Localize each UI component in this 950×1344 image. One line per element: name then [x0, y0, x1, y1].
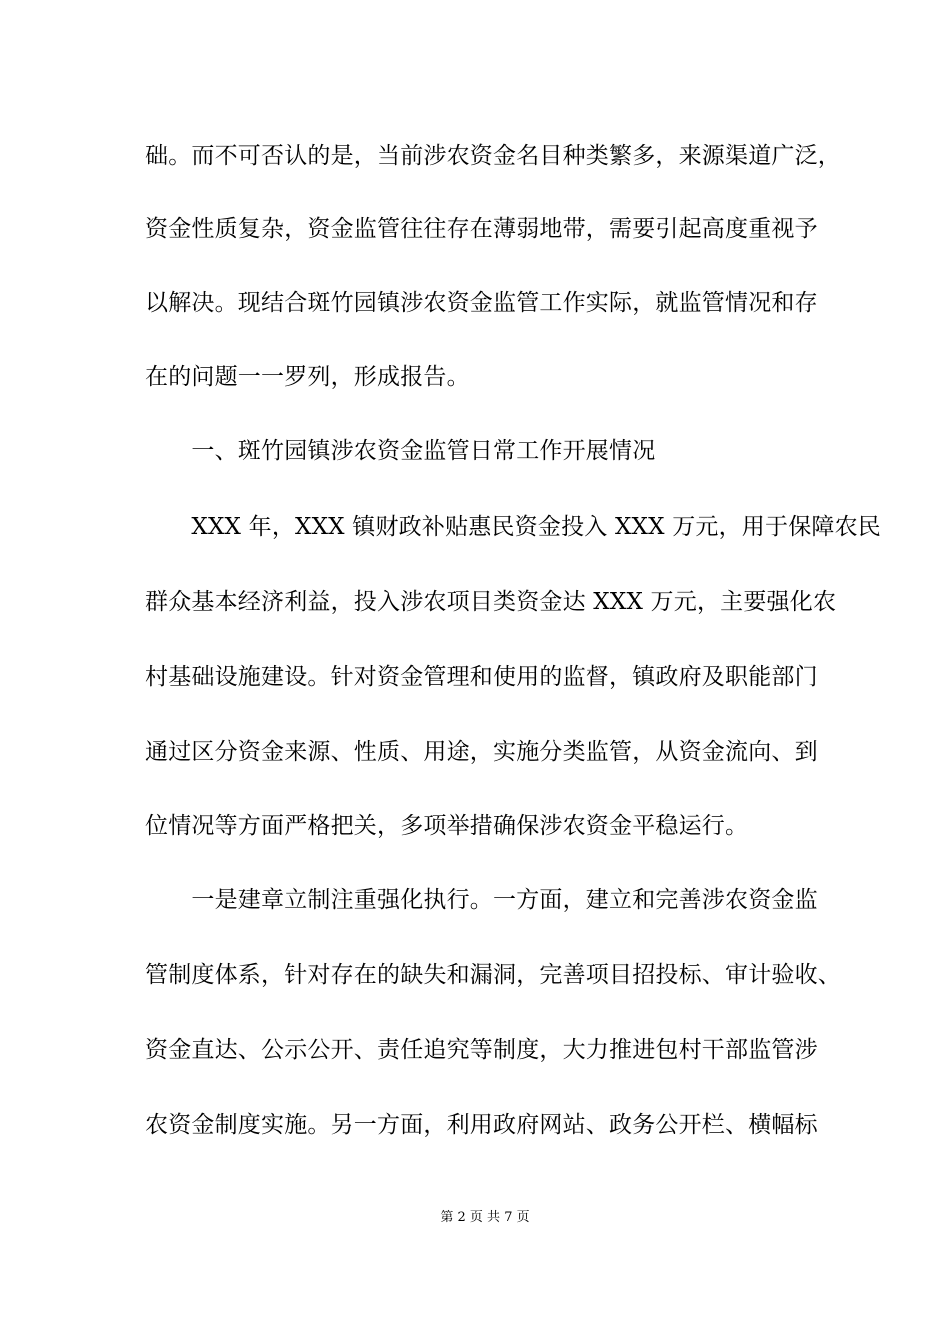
body-text-line: 村基础设施建设。针对资金管理和使用的监督，镇政府及职能部门 [145, 664, 818, 690]
body-text-line: 在的问题一一罗列，形成报告。 [145, 364, 470, 390]
body-text-line: 以解决。现结合斑竹园镇涉农资金监管工作实际，就监管情况和存 [145, 290, 818, 316]
page-number-footer: 第 2 页 共 7 页 [440, 1210, 530, 1225]
body-text-line: 群众基本经济利益，投入涉农项目类资金达 XXX 万元，主要强化农 [145, 589, 837, 615]
body-text-line: 一是建章立制注重强化执行。一方面，建立和完善涉农资金监 [145, 887, 818, 913]
body-text-line: 农资金制度实施。另一方面，利用政府网站、政务公开栏、横幅标 [145, 1112, 818, 1138]
section-heading: 一、斑竹园镇涉农资金监管日常工作开展情况 [145, 438, 656, 464]
body-text-line: 管制度体系，针对存在的缺失和漏洞，完善项目招投标、审计验收、 [145, 962, 841, 988]
body-text-line: 通过区分资金来源、性质、用途，实施分类监管，从资金流向、到 [145, 739, 818, 765]
body-text-line: 资金直达、公示公开、责任追究等制度，大力推进包村干部监管涉 [145, 1037, 818, 1063]
body-text-line: 资金性质复杂，资金监管往往存在薄弱地带，需要引起高度重视予 [145, 216, 818, 242]
body-text-line: 础。而不可否认的是，当前涉农资金名目种类繁多，来源渠道广泛， [145, 143, 841, 169]
body-text-line: 位情况等方面严格把关，多项举措确保涉农资金平稳运行。 [145, 813, 749, 839]
body-text-line: XXX 年，XXX 镇财政补贴惠民资金投入 XXX 万元，用于保障农民 [145, 514, 882, 540]
